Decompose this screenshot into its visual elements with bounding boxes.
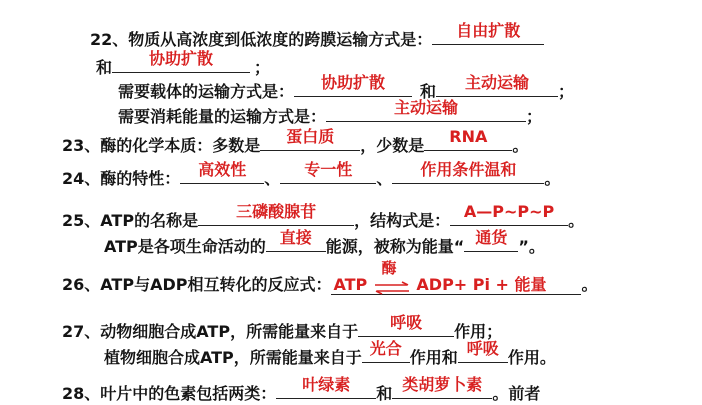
q26-text: ATP与ADP相互转化的反应式： — [100, 275, 332, 294]
q24-blank-1[interactable] — [180, 160, 264, 184]
q27-l2-blank-2[interactable] — [458, 339, 508, 363]
q22-sub2-text: 需要消耗能量的运输方式是： — [118, 107, 327, 126]
q27-l2-text-3: 作用。 — [507, 348, 556, 367]
q27-answer-1: 呼吸 — [390, 313, 423, 332]
q25-answer-1: 三磷酸腺苷 — [236, 202, 317, 221]
q25-line2 — [104, 228, 545, 258]
q27-l2-answer-2: 呼吸 — [466, 339, 499, 358]
q22-blank-1[interactable] — [432, 21, 544, 45]
q25-blank-2[interactable] — [450, 202, 568, 226]
q25-l2-blank-2[interactable] — [464, 228, 518, 252]
q22-line2 — [96, 49, 271, 79]
q28-blank-1[interactable] — [276, 375, 376, 399]
q27-text-1: 动物细胞合成ATP，所需能量来自于 — [100, 322, 359, 341]
q28-and: 和 — [376, 384, 393, 403]
q22-sub2-end: ； — [526, 107, 543, 126]
q23-blank-1[interactable] — [260, 127, 360, 151]
q22-answer-1: 自由扩散 — [456, 21, 521, 40]
q22-sub2 — [118, 98, 543, 128]
q22-blank-2[interactable] — [112, 49, 250, 73]
q28-text: 叶片中的色素包括两类： — [100, 384, 277, 403]
q25-l2-answer-1: 直接 — [279, 228, 312, 247]
q23-text-2: ，少数是 — [360, 136, 425, 155]
q28-number: 28、 — [62, 384, 101, 403]
q28-tail: 。前者 — [492, 384, 541, 403]
q24-sep-1: 、 — [264, 169, 281, 188]
q22-line1 — [90, 21, 544, 51]
q27-line1 — [62, 313, 503, 343]
q26-end: 。 — [581, 275, 598, 294]
q22-sub1-and: 和 — [420, 82, 437, 101]
q24-text: 酶的特性： — [100, 169, 181, 188]
q27-l2-answer-1: 光合 — [369, 339, 402, 358]
q24-answer-1: 高效性 — [198, 160, 247, 179]
q24-answer-3: 作用条件温和 — [420, 160, 517, 179]
q25-l2-text-2: 能源，被称为能量“ — [325, 237, 465, 256]
q27-l2-text-1: 植物细胞合成ATP，所需能量来自于 — [104, 348, 362, 367]
q27-text-2: 作用； — [454, 322, 503, 341]
q23-text-1: 酶的化学本质：多数是 — [100, 136, 261, 155]
q25-l2-blank-1[interactable] — [266, 228, 326, 252]
q23-line — [62, 127, 529, 157]
q26-atp: ATP — [333, 275, 368, 294]
q27-line2 — [104, 339, 556, 369]
q25-answer-2: A—P~P~P — [463, 202, 555, 221]
q22-number: 22、 — [90, 30, 129, 49]
q27-l2-text-2: 作用和 — [409, 348, 458, 367]
q23-answer-1: 蛋白质 — [286, 127, 335, 146]
q24-end: 。 — [544, 169, 561, 188]
q26-line — [62, 259, 598, 296]
q25-text-2: ，结构式是： — [354, 211, 451, 230]
q28-answer-2: 类胡萝卜素 — [402, 375, 483, 394]
q22-sub1-end: ； — [558, 82, 575, 101]
q25-number: 25、 — [62, 211, 101, 230]
q22-sub1-blank-2[interactable] — [436, 73, 558, 97]
q24-number: 24、 — [62, 169, 101, 188]
q22-semicolon: ； — [254, 58, 271, 77]
q23-end: 。 — [512, 136, 529, 155]
q22-sub1-answer-2: 主动运输 — [465, 73, 530, 92]
q24-answer-2: 专一性 — [304, 160, 353, 179]
q24-sep-2: 、 — [376, 169, 393, 188]
q26-enzyme-label: 酶 — [381, 259, 397, 277]
q22-text: 物质从高浓度到低浓度的跨膜运输方式是： — [128, 30, 433, 49]
q22-sub1-text: 需要载体的运输方式是： — [118, 82, 295, 101]
q27-l2-blank-1[interactable] — [362, 339, 410, 363]
q28-blank-2[interactable] — [392, 375, 492, 399]
q25-text-1: ATP的名称是 — [100, 211, 199, 230]
q22-sub2-answer: 主动运输 — [394, 98, 459, 117]
q23-number: 23、 — [62, 136, 101, 155]
q22-sub1-blank-1[interactable] — [294, 73, 412, 97]
q22-and: 和 — [96, 58, 113, 77]
q27-number: 27、 — [62, 322, 101, 341]
reversible-arrow-icon — [373, 279, 411, 293]
q27-blank-1[interactable] — [358, 313, 454, 337]
q25-l2-answer-2: 通货 — [475, 228, 508, 247]
q25-end-1: 。 — [568, 211, 585, 230]
q28-answer-1: 叶绿素 — [302, 375, 351, 394]
q23-answer-2: RNA — [449, 127, 488, 146]
q22-answer-2: 协助扩散 — [149, 49, 214, 68]
q23-blank-2[interactable] — [424, 127, 512, 151]
q25-blank-1[interactable] — [198, 202, 354, 226]
q26-products: ADP+ Pi + 能量 — [416, 275, 547, 294]
q24-blank-2[interactable] — [280, 160, 376, 184]
q25-l2-end: ”。 — [518, 237, 545, 256]
q24-blank-3[interactable] — [392, 160, 544, 184]
q26-reaction-blank[interactable] — [331, 259, 581, 295]
q22-sub1-answer-1: 协助扩散 — [321, 73, 386, 92]
q24-line — [62, 160, 561, 190]
q26-number: 26、 — [62, 275, 101, 294]
q25-l2-text-1: ATP是各项生命活动的 — [104, 237, 266, 256]
q22-sub2-blank[interactable] — [326, 98, 526, 122]
